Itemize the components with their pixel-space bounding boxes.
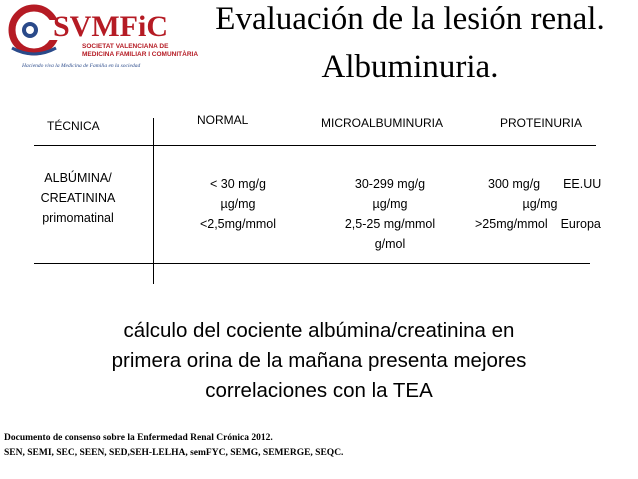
proteinuria-value-us: 300 mg/g [488,177,541,191]
header-microalbuminuria: MICROALBUMINURIA [321,116,444,130]
slide-title-line2: Albuminuria. [321,49,499,85]
proteinuria-region-us: EE.UU [563,177,602,191]
slide-title-line1: Evaluación de la lesión renal. [215,1,605,37]
header-normal: NORMAL [197,113,249,127]
header-divider [34,145,596,146]
technique-cell [26,168,130,228]
normal-line: < 30 mg/g [210,177,266,191]
column-divider [153,118,154,284]
header-tecnica: TÉCNICA [47,119,100,133]
micro-line: 30-299 mg/g [354,177,426,191]
normal-line: <2,5mg/mmol [199,217,277,231]
logo-line2: MEDICINA FAMILIAR I COMUNITÀRIA [82,51,199,58]
note-line2: primera orina de la mañana presenta mejores [111,349,527,372]
technique-line: CREATININA [40,191,116,205]
proteinuria-line1 [470,174,630,194]
logo-line1: SOCIETAT VALENCIANA DE [82,43,169,50]
micro-line: g/mol [374,237,406,251]
note-line1: cálculo del cociente albúmina/creatinina en [123,319,515,342]
logo-tagline: Haciendo viva la Medicina de Familia en la sociedad [22,63,141,69]
logo-name: SVMFiC [53,10,168,43]
normal-line: µg/mg [220,197,256,211]
microalbuminuria-cell [320,174,460,254]
note-line3: correlaciones con la TEA [205,379,433,402]
table-bottom-rule [34,263,590,264]
technique-line: ALBÚMINA/ [44,171,112,185]
micro-line: 2,5-25 mg/mmol [344,217,436,231]
reference-line2: SEN, SEMI, SEC, SEEN, SED,SEH-LELHA, semFYC, SEMG, SEMERGE, SEQC. [4,448,344,458]
header-proteinuria: PROTEINURIA [500,116,583,130]
micro-line: µg/mg [372,197,408,211]
reference-line1: Documento de consenso sobre la Enfermedad Renal Crónica 2012. [4,433,273,443]
proteinuria-line2: µg/mg [522,197,558,211]
proteinuria-line3 [470,214,630,234]
proteinuria-value-eu: >25mg/mmol [475,217,548,231]
proteinuria-cell [470,174,630,234]
normal-cell [168,174,308,234]
technique-line: primomatinal [42,211,114,225]
proteinuria-region-eu: Europa [560,217,601,231]
